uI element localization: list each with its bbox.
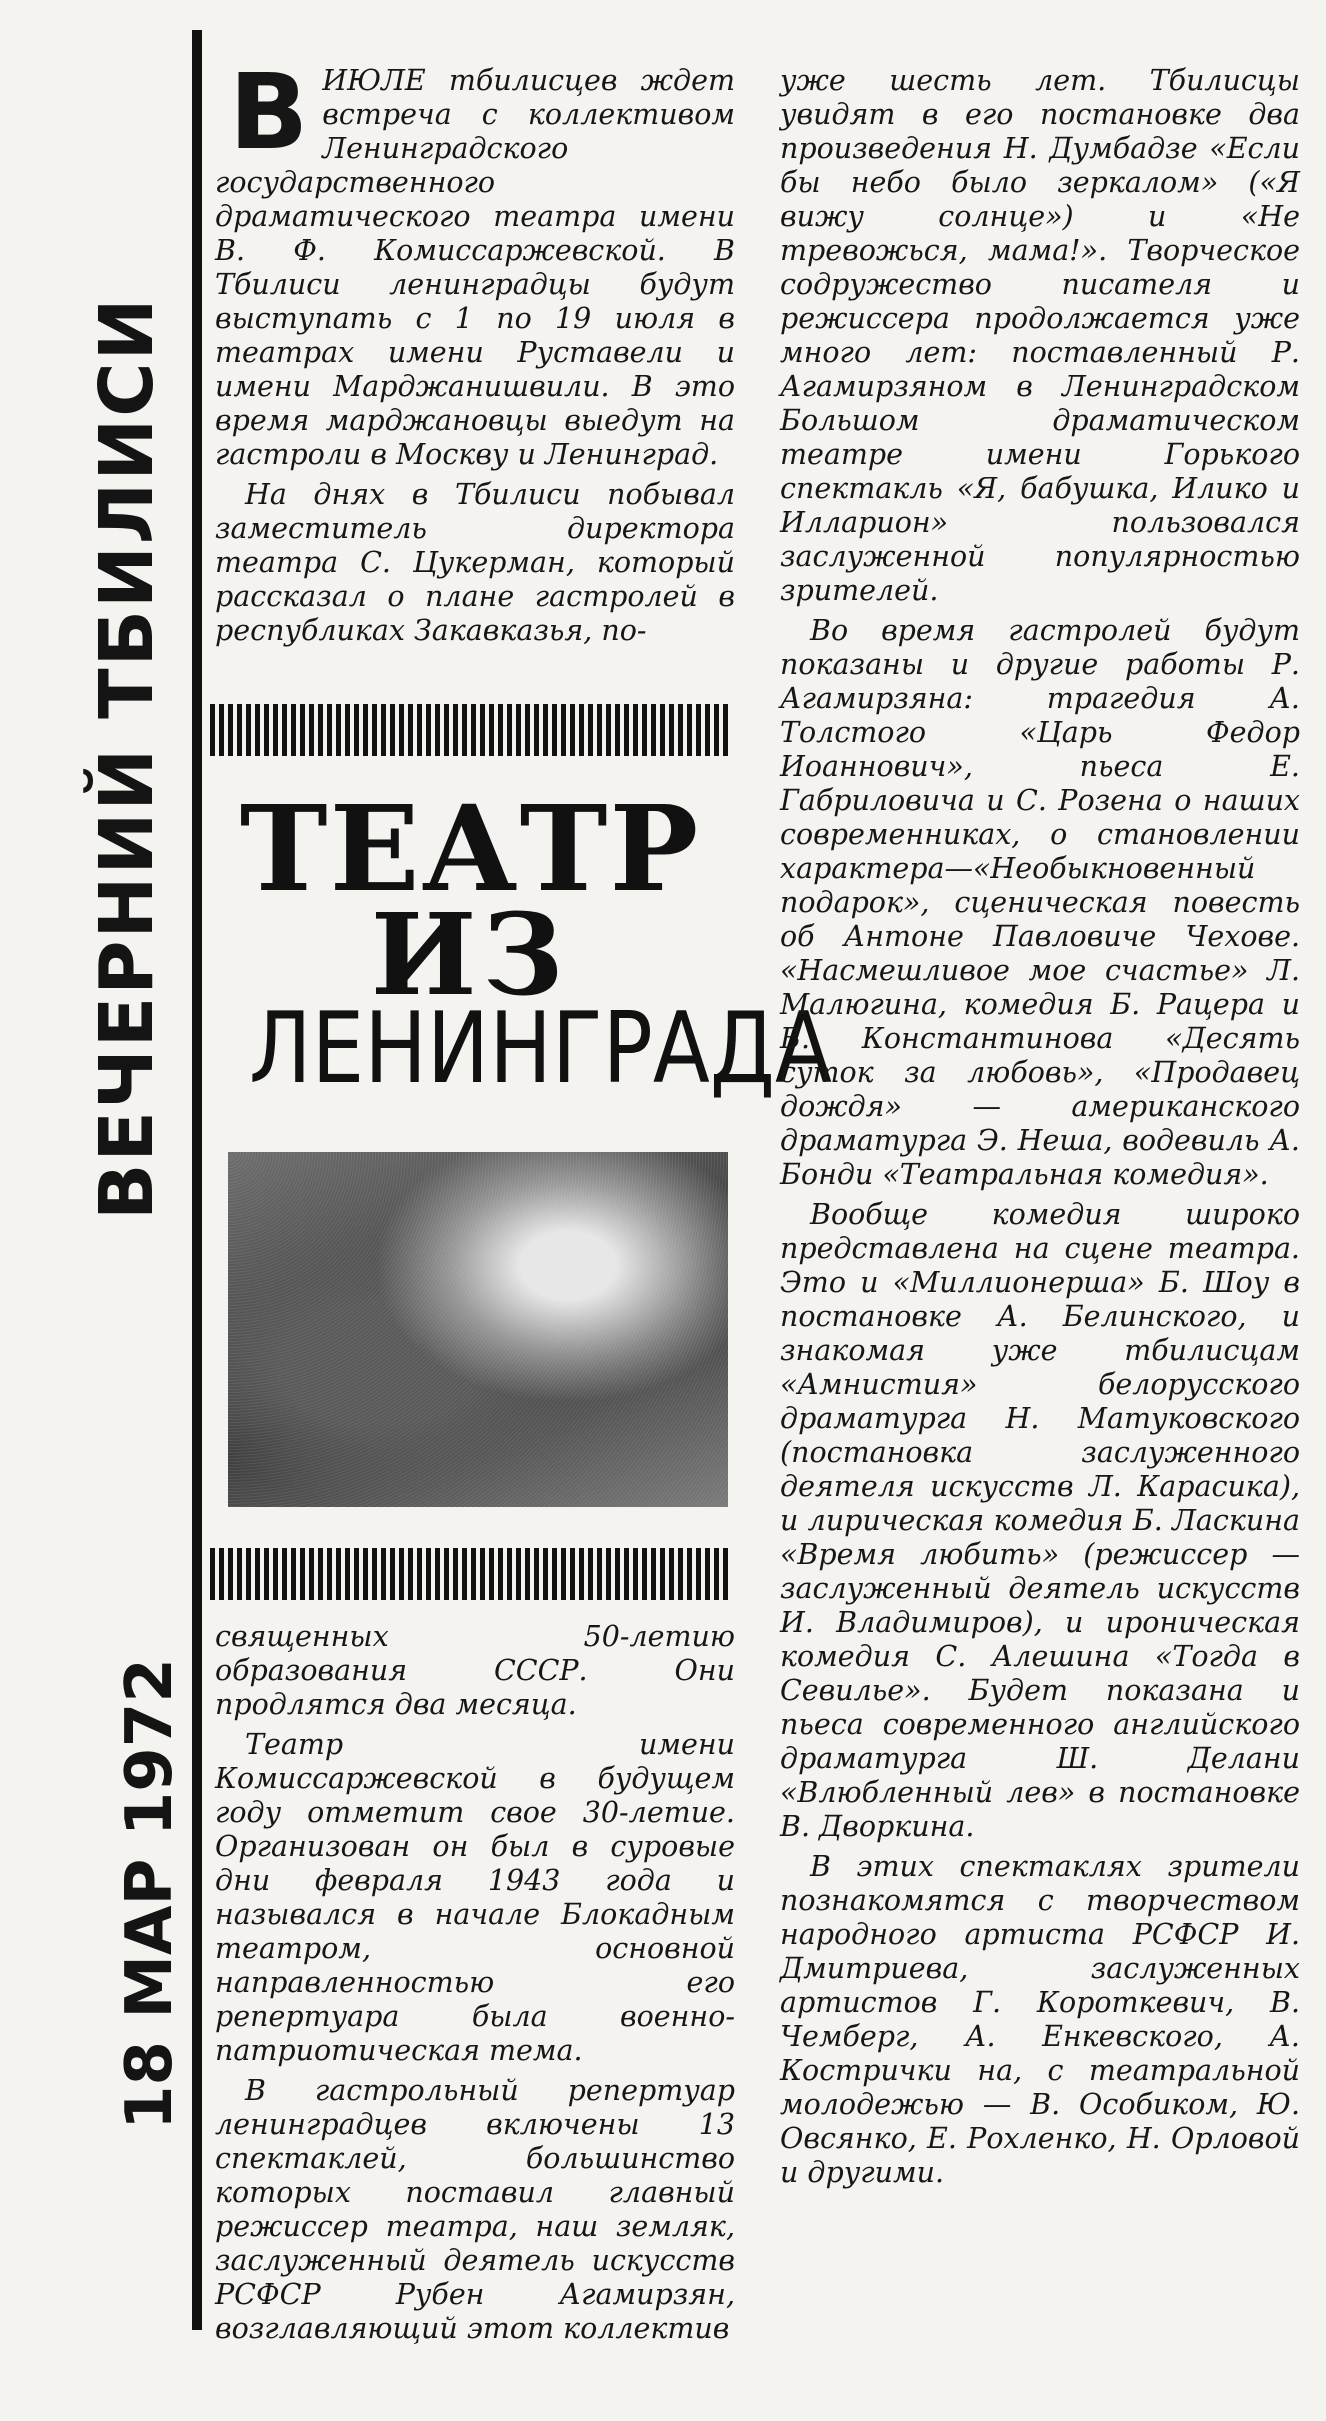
vertical-rule	[192, 30, 202, 2330]
article-paragraph: священных 50-летию образования СССР. Они продлятся два месяца.	[215, 1620, 735, 1721]
paragraph-text: ИЮЛЕ тбилисцев ждет встреча с коллективом Ленинградского государственного драматического театра имени В. Ф. Комиссаржевской. В Тбилиси ленинградцы будут выступать с 1 по 19 июля в театрах имени Руставели и имени Марджанишвили. В это время марджановцы выедут на гастроли в Москву и Ленинград.	[215, 64, 735, 471]
headline-line-1: ТЕАТР	[239, 779, 701, 918]
article-paragraph	[215, 51, 735, 472]
headline-top-rule	[210, 704, 730, 756]
article-paragraph: Театр имени Комиссаржевской в будущем году отметит свое 30-летие. Организован он был в суровые дни февраля 1943 года и назывался в начале Блокадным театром, основной направленностью его репертуара была военно-патриотическая тема.	[215, 1728, 735, 2067]
article-column-left-bottom	[215, 1620, 735, 2352]
article-photo	[228, 1152, 728, 1507]
article-column-left-top	[215, 51, 735, 654]
article-paragraph: Вообще комедия широко представлена на сцене театра. Это и «Миллионерша» Б. Шоу в постановке А. Белинского, и знакомая уже тбилисцам «Амнистия» белорусского драматурга Н. Матуковского (постановка заслуженного деятеля искусств Л. Карасика), и лирическая комедия Б. Ласкина «Время любить» (режиссер — заслуженный деятель искусств И. Владимиров), и ироническая комедия С. Алешина «Тогда в Севилье». Будет показана и пьеса современного английского драматурга Ш. Делани «Влюбленный лев» в постановке В. Дворкина.	[780, 1198, 1300, 1843]
headline-line-3: ЛЕНИНГРАДА	[249, 992, 832, 1106]
article-paragraph: уже шесть лет. Тбилисцы увидят в его постановке два произведения Н. Думбадзе «Если бы небо было зеркалом» («Я вижу солнце») и «Не тревожься, мама!». Творческое содружество писателя и режиссера продолжается уже много лет: поставленный Р. Агамирзяном в Ленинградском Большом драматическом театре имени Горького спектакль «Я, бабушка, Илико и Илларион» пользовался заслуженной популярностью зрителей.	[780, 64, 1300, 607]
article-column-right	[780, 64, 1300, 2196]
headline-bottom-rule	[210, 1548, 730, 1600]
headline-line-2: ИЗ	[370, 890, 570, 1021]
article-paragraph: В этих спектаклях зрители познакомятся с творчеством народного артиста РСФСР И. Дмитриева, заслуженных артистов Г. Короткевич, В. Чемберг, А. Енкевского, А. Кострички на, с театральной молодежью — В. Особиком, Ю. Овсянко, Е. Рохленко, Н. Орловой и другими.	[780, 1850, 1300, 2189]
article-paragraph: В гастрольный репертуар ленинградцев включены 13 спектаклей, большинство которых поставил главный режиссер театра, наш земляк, заслуженный деятель искусств РСФСР Рубен Агамирзян, возглавляющий этот коллектив	[215, 2074, 735, 2345]
newspaper-name-stamp: ВЕЧЕРНИЙ ТБИЛИСИ	[84, 296, 170, 1220]
drop-cap: В	[229, 51, 309, 173]
article-paragraph: Во время гастролей будут показаны и другие работы Р. Агамирзяна: трагедия А. Толстого «Царь Федор Иоаннович», пьеса Е. Габриловича и С. Розена о наших современниках, о становлении характера—«Необыкновенный подарок», сценическая повесть об Антоне Павловиче Чехове. «Насмешливое мое счастье» Л. Малюгина, комедия Б. Рацера и В. Константинова «Десять суток за любовь», «Продавец дождя» — американского драматурга Э. Неша, водевиль А. Бонди «Театральная комедия».	[780, 614, 1300, 1191]
date-stamp: 18 МАР 1972	[113, 1658, 187, 2130]
article-paragraph: На днях в Тбилиси побывал заместитель директора театра С. Цукерман, который рассказал о плане гастролей в республиках Закавказья, по-	[215, 478, 735, 647]
